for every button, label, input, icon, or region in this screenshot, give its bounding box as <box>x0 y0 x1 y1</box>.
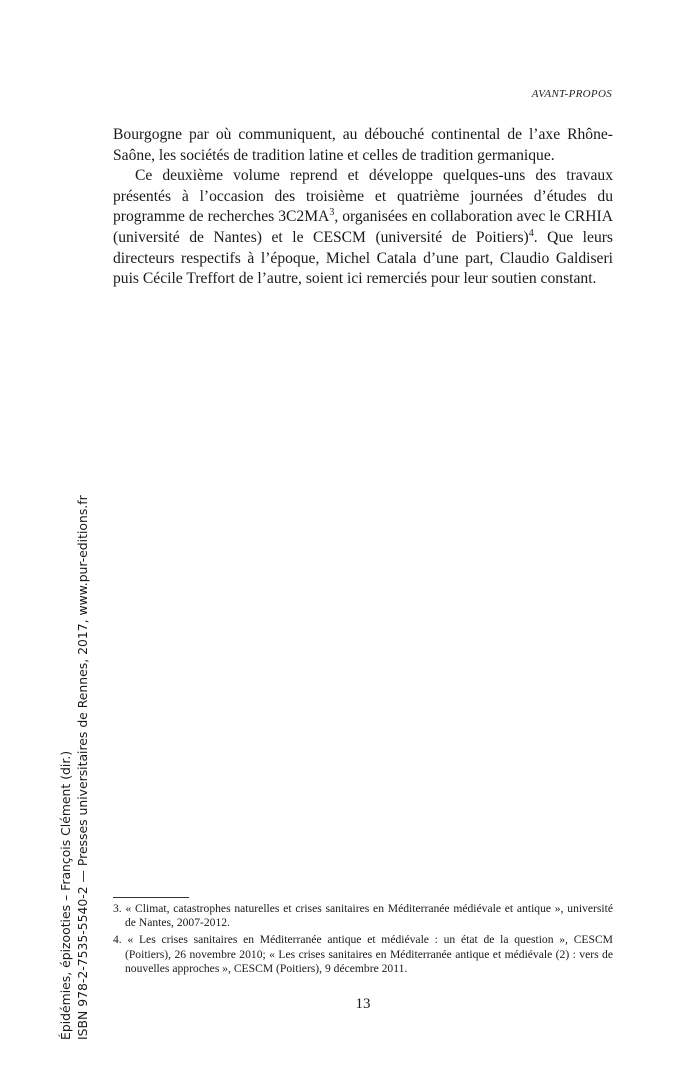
paragraph <box>113 166 613 290</box>
paragraph-text: . Que leurs directeurs respectifs à l’époque, Michel Catala d’une part, Claudio Galdiseri puis Cécile Treffort de l’autre, soient ici remerciés pour leur soutien constant. <box>113 228 613 288</box>
footnote-separator <box>113 897 189 898</box>
footnote: 4. « Les crises sanitaires en Méditerranée antique et médiévale : un état de la question », CESCM (Poitiers), 26 novembre 2010; « Les crises sanitaires en Méditerranée antique et médiévale (2) : vers de nouvelles approches », CESCM (Poitiers), 9 décembre 2011. <box>113 933 613 975</box>
footnote-reference: 4 <box>528 227 534 239</box>
main-text <box>113 125 613 290</box>
credit-isbn-line: ISBN 978-2-7535-5540-2 — Presses universitaires de Rennes, 2017, www.pur-editions.fr <box>75 495 90 1040</box>
footnotes <box>113 902 613 979</box>
credit-title-line: Épidémies, épizooties – François Clément (dir.) <box>58 750 73 1040</box>
footnote: 3. « Climat, catastrophes naturelles et crises sanitaires en Méditerranée médiévale et antique », université de Nantes, 2007-2012. <box>113 902 613 930</box>
page-number: 13 <box>355 996 371 1012</box>
paragraph-text: , organisées en collaboration avec le CRHIA (université de Nantes) et le CESCM (université de Poitiers) <box>113 208 613 246</box>
paragraph-text: Ce deuxième volume reprend et développe quelques-uns des travaux présentés à l’occasion des troisième et quatrième journées d’études du programme de recherches 3C2MA <box>113 167 613 226</box>
running-header: AVANT-PROPOS <box>531 88 612 100</box>
vertical-book-credit <box>57 495 91 1040</box>
footnote-reference: 3 <box>329 207 335 219</box>
paragraph: Bourgogne par où communiquent, au débouché continental de l’axe Rhône-Saône, les sociétés de tradition latine et celles de tradition germanique. <box>113 126 613 164</box>
